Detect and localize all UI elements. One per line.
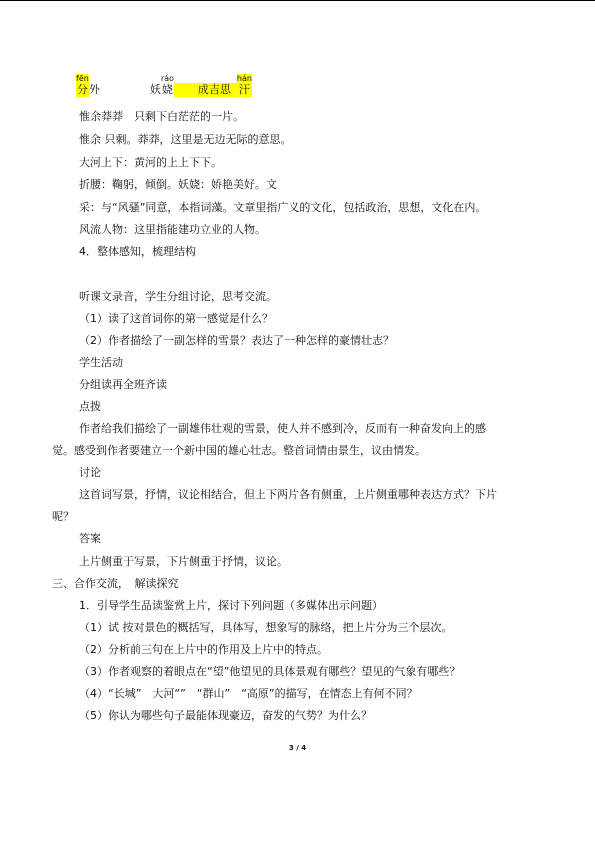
label-discussion: 讨论 xyxy=(79,466,101,479)
ruby-fen: fēn 分 xyxy=(76,74,89,96)
text-line: 觉。感受到作者要建立一个新中国的雄心壮志。整首词情由景生，议由情发。 xyxy=(52,444,426,457)
page-number: 3 / 4 xyxy=(288,744,307,752)
text-line: 呢？ xyxy=(52,510,74,523)
text-yao: 妖 xyxy=(149,83,161,96)
label-student-activity: 学生活动 xyxy=(79,356,123,369)
text-line: 听课文录音，学生分组讨论，思考交流。 xyxy=(79,290,277,303)
page-top-border xyxy=(0,0,595,1)
text-line: 折腰：鞠躬，倾倒。妖娆：娇艳美好。文 xyxy=(79,178,277,191)
highlight-chengjisi: 成吉思 xyxy=(174,83,237,97)
section-heading: 三、合作交流， 解读探究 xyxy=(52,577,179,590)
text-line: 大河上下：黄河的上上下下。 xyxy=(79,156,222,169)
question-item: （1）读了这首词你的第一感觉是什么？ xyxy=(79,312,273,325)
question-item: （5）你认为哪些句子最能体现豪迈，奋发的气势？为什么？ xyxy=(79,709,372,722)
question-item: （3）作者观察的着眼点在“望”他望见的具体景观有哪些？望见的气象有哪些？ xyxy=(79,665,461,678)
text-line: 采：与“风骚”同意，本指词藻。文章里指广义的文化，包括政治，思想，文化在内。 xyxy=(79,201,487,214)
ruby-han: hán 汗 xyxy=(236,74,252,96)
question-item: （2）分析前三句在上片中的作用及上片中的特点。 xyxy=(79,643,328,656)
question-item: （1）试 按对景色的概括写，具体写，想象写的脉络，把上片分为三个层次。 xyxy=(79,621,453,634)
label-answer: 答案 xyxy=(79,532,101,545)
text-line: 分组读再全班齐读 xyxy=(79,378,167,391)
ruby-rao: ráo 娆 xyxy=(160,74,174,96)
question-item: （2）作者描绘了一副怎样的雪景？表达了一种怎样的豪情壮志？ xyxy=(79,334,394,347)
question-item: （4）“长城” 大河“” “群山” “高原”的描写，在情态上有何不同？ xyxy=(79,687,418,700)
text-line: 风流人物：这里指能建功立业的人物。 xyxy=(79,223,266,236)
text-wai: 外 xyxy=(88,83,100,96)
text-line: 上片侧重于写景，下片侧重于抒情，议论。 xyxy=(79,555,288,568)
label-guidance: 点拨 xyxy=(79,400,101,413)
ruby-annotation-line xyxy=(76,74,252,97)
text-line: 这首词写景，抒情，议论相结合，但上下两片各有侧重，上片侧重哪种表达方式？下片 xyxy=(79,488,497,501)
text-line: 惟余 只剩。莽莽，这里是无边无际的意思。 xyxy=(79,133,292,146)
text-line: 作者给我们描绘了一副雄伟壮观的雪景，使人并不感到冷，反而有一种奋发向上的感 xyxy=(79,422,486,435)
text-line: 惟余莽莽 只剩下白茫茫的一片。 xyxy=(79,110,244,123)
text-line: 1．引导学生品读鉴赏上片，探讨下列问题（多媒体出示问题） xyxy=(79,599,383,612)
section-heading: 4．整体感知，梳理结构 xyxy=(79,245,196,258)
